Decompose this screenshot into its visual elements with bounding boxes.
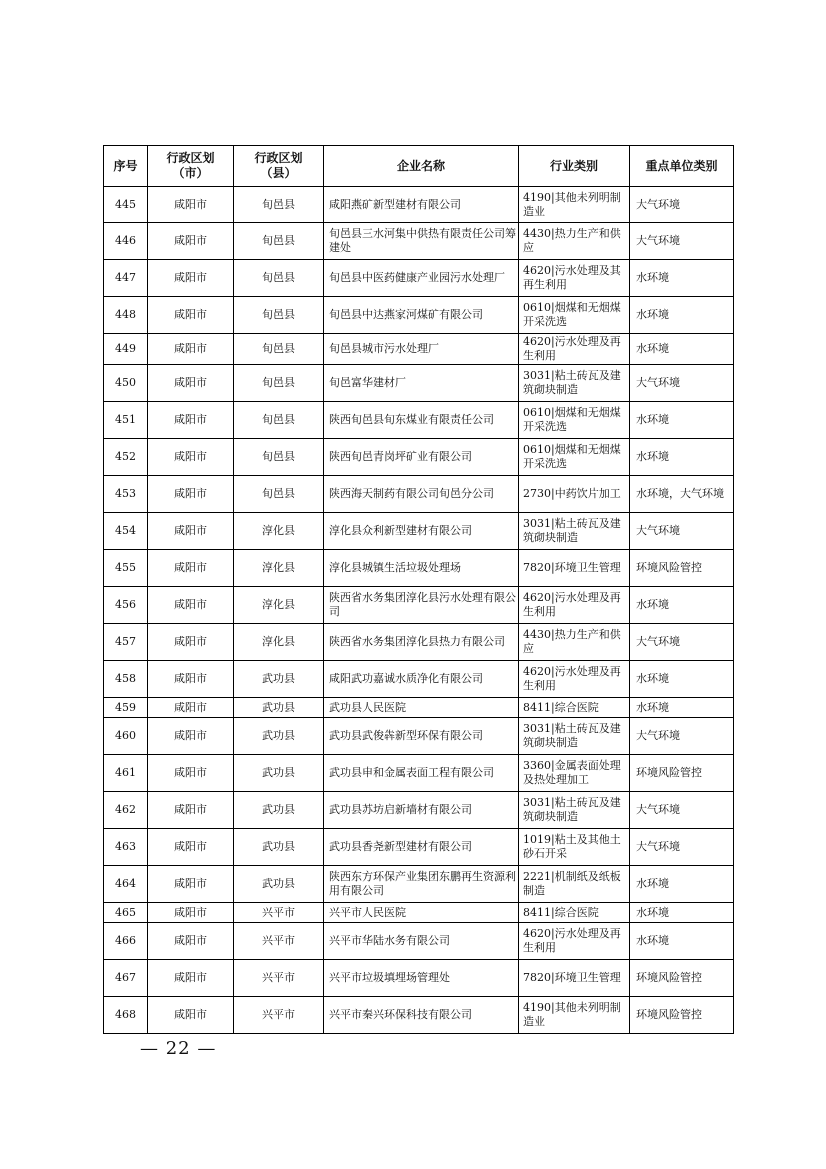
row-serial: 459 bbox=[104, 698, 148, 718]
row-city: 咸阳市 bbox=[148, 334, 234, 365]
row-city: 咸阳市 bbox=[148, 718, 234, 755]
row-unit-category: 大气环境 bbox=[630, 513, 734, 550]
header-industry: 行业类别 bbox=[519, 146, 630, 187]
row-company: 兴平市秦兴环保科技有限公司 bbox=[324, 997, 519, 1034]
row-unit-category: 环境风险管控 bbox=[630, 960, 734, 997]
row-industry: 0610|烟煤和无烟煤开采洗选 bbox=[519, 297, 630, 334]
row-company: 旬邑县城市污水处理厂 bbox=[324, 334, 519, 365]
table-row bbox=[104, 661, 734, 698]
row-industry: 2730|中药饮片加工 bbox=[519, 476, 630, 513]
row-serial: 461 bbox=[104, 755, 148, 792]
header-unit-category: 重点单位类别 bbox=[630, 146, 734, 187]
row-industry: 4430|热力生产和供应 bbox=[519, 624, 630, 661]
table-row bbox=[104, 365, 734, 402]
row-serial: 445 bbox=[104, 187, 148, 223]
row-city: 咸阳市 bbox=[148, 297, 234, 334]
row-industry: 3031|粘土砖瓦及建筑砌块制造 bbox=[519, 365, 630, 402]
row-unit-category: 水环境 bbox=[630, 260, 734, 297]
row-industry: 8411|综合医院 bbox=[519, 698, 630, 718]
row-industry: 4620|污水处理及再生利用 bbox=[519, 334, 630, 365]
row-industry: 0610|烟煤和无烟煤开采洗选 bbox=[519, 402, 630, 439]
row-unit-category: 大气环境 bbox=[630, 187, 734, 223]
row-unit-category: 水环境，大气环境 bbox=[630, 476, 734, 513]
table-row bbox=[104, 923, 734, 960]
row-company: 旬邑富华建材厂 bbox=[324, 365, 519, 402]
row-county: 旬邑县 bbox=[234, 187, 324, 223]
table-row bbox=[104, 698, 734, 718]
row-city: 咸阳市 bbox=[148, 903, 234, 923]
row-company: 淳化县城镇生活垃圾处理场 bbox=[324, 550, 519, 587]
row-city: 咸阳市 bbox=[148, 365, 234, 402]
table-row bbox=[104, 439, 734, 476]
table-row bbox=[104, 297, 734, 334]
row-unit-category: 大气环境 bbox=[630, 365, 734, 402]
row-serial: 454 bbox=[104, 513, 148, 550]
row-company: 武功县申和金属表面工程有限公司 bbox=[324, 755, 519, 792]
row-county: 旬邑县 bbox=[234, 260, 324, 297]
row-county: 兴平市 bbox=[234, 960, 324, 997]
row-county: 旬邑县 bbox=[234, 297, 324, 334]
row-serial: 446 bbox=[104, 223, 148, 260]
row-serial: 463 bbox=[104, 829, 148, 866]
row-industry: 3031|粘土砖瓦及建筑砌块制造 bbox=[519, 513, 630, 550]
row-serial: 451 bbox=[104, 402, 148, 439]
row-industry: 2221|机制纸及纸板制造 bbox=[519, 866, 630, 903]
row-county: 旬邑县 bbox=[234, 402, 324, 439]
row-city: 咸阳市 bbox=[148, 960, 234, 997]
header-row bbox=[104, 146, 734, 187]
row-unit-category: 水环境 bbox=[630, 866, 734, 903]
table-row bbox=[104, 624, 734, 661]
row-serial: 450 bbox=[104, 365, 148, 402]
row-industry: 0610|烟煤和无烟煤开采洗选 bbox=[519, 439, 630, 476]
row-company: 陕西海天制药有限公司旬邑分公司 bbox=[324, 476, 519, 513]
row-unit-category: 水环境 bbox=[630, 439, 734, 476]
header-serial: 序号 bbox=[104, 146, 148, 187]
row-county: 淳化县 bbox=[234, 513, 324, 550]
row-county: 旬邑县 bbox=[234, 365, 324, 402]
row-county: 淳化县 bbox=[234, 550, 324, 587]
row-unit-category: 水环境 bbox=[630, 903, 734, 923]
row-city: 咸阳市 bbox=[148, 587, 234, 624]
row-unit-category: 水环境 bbox=[630, 587, 734, 624]
table-row bbox=[104, 187, 734, 223]
row-serial: 453 bbox=[104, 476, 148, 513]
row-serial: 456 bbox=[104, 587, 148, 624]
row-company: 旬邑县中医药健康产业园污水处理厂 bbox=[324, 260, 519, 297]
row-industry: 4190|其他未列明制造业 bbox=[519, 997, 630, 1034]
row-serial: 468 bbox=[104, 997, 148, 1034]
table-row bbox=[104, 513, 734, 550]
table-row bbox=[104, 550, 734, 587]
row-company: 武功县武俊犇新型环保有限公司 bbox=[324, 718, 519, 755]
row-industry: 4620|污水处理及其再生利用 bbox=[519, 260, 630, 297]
row-industry: 3031|粘土砖瓦及建筑砌块制造 bbox=[519, 718, 630, 755]
table-row bbox=[104, 223, 734, 260]
table-row bbox=[104, 829, 734, 866]
row-county: 武功县 bbox=[234, 718, 324, 755]
row-company: 陕西省水务集团淳化县污水处理有限公司 bbox=[324, 587, 519, 624]
table-row bbox=[104, 866, 734, 903]
row-city: 咸阳市 bbox=[148, 550, 234, 587]
row-company: 武功县人民医院 bbox=[324, 698, 519, 718]
row-unit-category: 环境风险管控 bbox=[630, 755, 734, 792]
row-company: 兴平市华陆水务有限公司 bbox=[324, 923, 519, 960]
row-serial: 467 bbox=[104, 960, 148, 997]
table-row bbox=[104, 960, 734, 997]
row-company: 咸阳燕矿新型建材有限公司 bbox=[324, 187, 519, 223]
row-city: 咸阳市 bbox=[148, 476, 234, 513]
row-company: 旬邑县三水河集中供热有限责任公司筹建处 bbox=[324, 223, 519, 260]
row-industry: 1019|粘土及其他土砂石开采 bbox=[519, 829, 630, 866]
table-row bbox=[104, 903, 734, 923]
row-industry: 7820|环境卫生管理 bbox=[519, 960, 630, 997]
row-city: 咸阳市 bbox=[148, 661, 234, 698]
row-county: 淳化县 bbox=[234, 624, 324, 661]
row-city: 咸阳市 bbox=[148, 260, 234, 297]
row-city: 咸阳市 bbox=[148, 866, 234, 903]
header-city: 行政区划 （市） bbox=[148, 146, 234, 187]
row-city: 咸阳市 bbox=[148, 187, 234, 223]
row-county: 武功县 bbox=[234, 866, 324, 903]
row-city: 咸阳市 bbox=[148, 829, 234, 866]
row-company: 陕西东方环保产业集团东鹏再生资源利用有限公司 bbox=[324, 866, 519, 903]
row-city: 咸阳市 bbox=[148, 792, 234, 829]
row-county: 武功县 bbox=[234, 755, 324, 792]
row-county: 旬邑县 bbox=[234, 223, 324, 260]
row-county: 武功县 bbox=[234, 661, 324, 698]
row-county: 旬邑县 bbox=[234, 476, 324, 513]
table-row bbox=[104, 402, 734, 439]
row-company: 兴平市垃圾填埋场管理处 bbox=[324, 960, 519, 997]
row-unit-category: 水环境 bbox=[630, 698, 734, 718]
row-county: 武功县 bbox=[234, 829, 324, 866]
row-company: 武功县苏坊启新墙材有限公司 bbox=[324, 792, 519, 829]
row-unit-category: 环境风险管控 bbox=[630, 997, 734, 1034]
table-row bbox=[104, 587, 734, 624]
table-row bbox=[104, 997, 734, 1034]
row-city: 咸阳市 bbox=[148, 223, 234, 260]
row-serial: 455 bbox=[104, 550, 148, 587]
table-row bbox=[104, 260, 734, 297]
row-industry: 4430|热力生产和供应 bbox=[519, 223, 630, 260]
table-row bbox=[104, 792, 734, 829]
row-industry: 7820|环境卫生管理 bbox=[519, 550, 630, 587]
row-unit-category: 水环境 bbox=[630, 923, 734, 960]
row-county: 武功县 bbox=[234, 698, 324, 718]
row-city: 咸阳市 bbox=[148, 402, 234, 439]
table-row bbox=[104, 334, 734, 365]
enterprise-table bbox=[103, 145, 734, 1034]
row-county: 淳化县 bbox=[234, 587, 324, 624]
page-number: — 22 — bbox=[140, 1038, 217, 1059]
row-county: 旬邑县 bbox=[234, 439, 324, 476]
row-serial: 452 bbox=[104, 439, 148, 476]
row-industry: 3360|金属表面处理及热处理加工 bbox=[519, 755, 630, 792]
row-industry: 8411|综合医院 bbox=[519, 903, 630, 923]
row-company: 淳化县众利新型建材有限公司 bbox=[324, 513, 519, 550]
row-company: 武功县香尧新型建材有限公司 bbox=[324, 829, 519, 866]
row-unit-category: 水环境 bbox=[630, 661, 734, 698]
row-city: 咸阳市 bbox=[148, 923, 234, 960]
row-industry: 3031|粘土砖瓦及建筑砌块制造 bbox=[519, 792, 630, 829]
row-unit-category: 大气环境 bbox=[630, 829, 734, 866]
table-row bbox=[104, 718, 734, 755]
row-serial: 465 bbox=[104, 903, 148, 923]
row-company: 陕西省水务集团淳化县热力有限公司 bbox=[324, 624, 519, 661]
row-serial: 464 bbox=[104, 866, 148, 903]
row-city: 咸阳市 bbox=[148, 624, 234, 661]
row-serial: 449 bbox=[104, 334, 148, 365]
row-serial: 447 bbox=[104, 260, 148, 297]
row-serial: 462 bbox=[104, 792, 148, 829]
header-county: 行政区划 （县） bbox=[234, 146, 324, 187]
row-unit-category: 环境风险管控 bbox=[630, 550, 734, 587]
row-unit-category: 水环境 bbox=[630, 297, 734, 334]
row-company: 咸阳武功嘉诚水质净化有限公司 bbox=[324, 661, 519, 698]
row-unit-category: 大气环境 bbox=[630, 223, 734, 260]
row-serial: 460 bbox=[104, 718, 148, 755]
row-county: 武功县 bbox=[234, 792, 324, 829]
row-industry: 4190|其他未列明制造业 bbox=[519, 187, 630, 223]
row-county: 兴平市 bbox=[234, 903, 324, 923]
row-company: 陕西旬邑县旬东煤业有限责任公司 bbox=[324, 402, 519, 439]
row-city: 咸阳市 bbox=[148, 439, 234, 476]
row-unit-category: 水环境 bbox=[630, 402, 734, 439]
row-company: 兴平市人民医院 bbox=[324, 903, 519, 923]
row-company: 陕西旬邑青岗坪矿业有限公司 bbox=[324, 439, 519, 476]
row-unit-category: 大气环境 bbox=[630, 792, 734, 829]
row-county: 旬邑县 bbox=[234, 334, 324, 365]
row-county: 兴平市 bbox=[234, 997, 324, 1034]
row-company: 旬邑县中达燕家河煤矿有限公司 bbox=[324, 297, 519, 334]
row-city: 咸阳市 bbox=[148, 698, 234, 718]
row-industry: 4620|污水处理及再生利用 bbox=[519, 661, 630, 698]
table-row bbox=[104, 476, 734, 513]
table-row bbox=[104, 755, 734, 792]
row-industry: 4620|污水处理及再生利用 bbox=[519, 923, 630, 960]
row-serial: 458 bbox=[104, 661, 148, 698]
row-city: 咸阳市 bbox=[148, 755, 234, 792]
row-county: 兴平市 bbox=[234, 923, 324, 960]
row-unit-category: 大气环境 bbox=[630, 624, 734, 661]
row-industry: 4620|污水处理及再生利用 bbox=[519, 587, 630, 624]
row-unit-category: 水环境 bbox=[630, 334, 734, 365]
row-unit-category: 大气环境 bbox=[630, 718, 734, 755]
row-city: 咸阳市 bbox=[148, 513, 234, 550]
row-serial: 448 bbox=[104, 297, 148, 334]
row-serial: 457 bbox=[104, 624, 148, 661]
row-city: 咸阳市 bbox=[148, 997, 234, 1034]
header-company: 企业名称 bbox=[324, 146, 519, 187]
row-serial: 466 bbox=[104, 923, 148, 960]
